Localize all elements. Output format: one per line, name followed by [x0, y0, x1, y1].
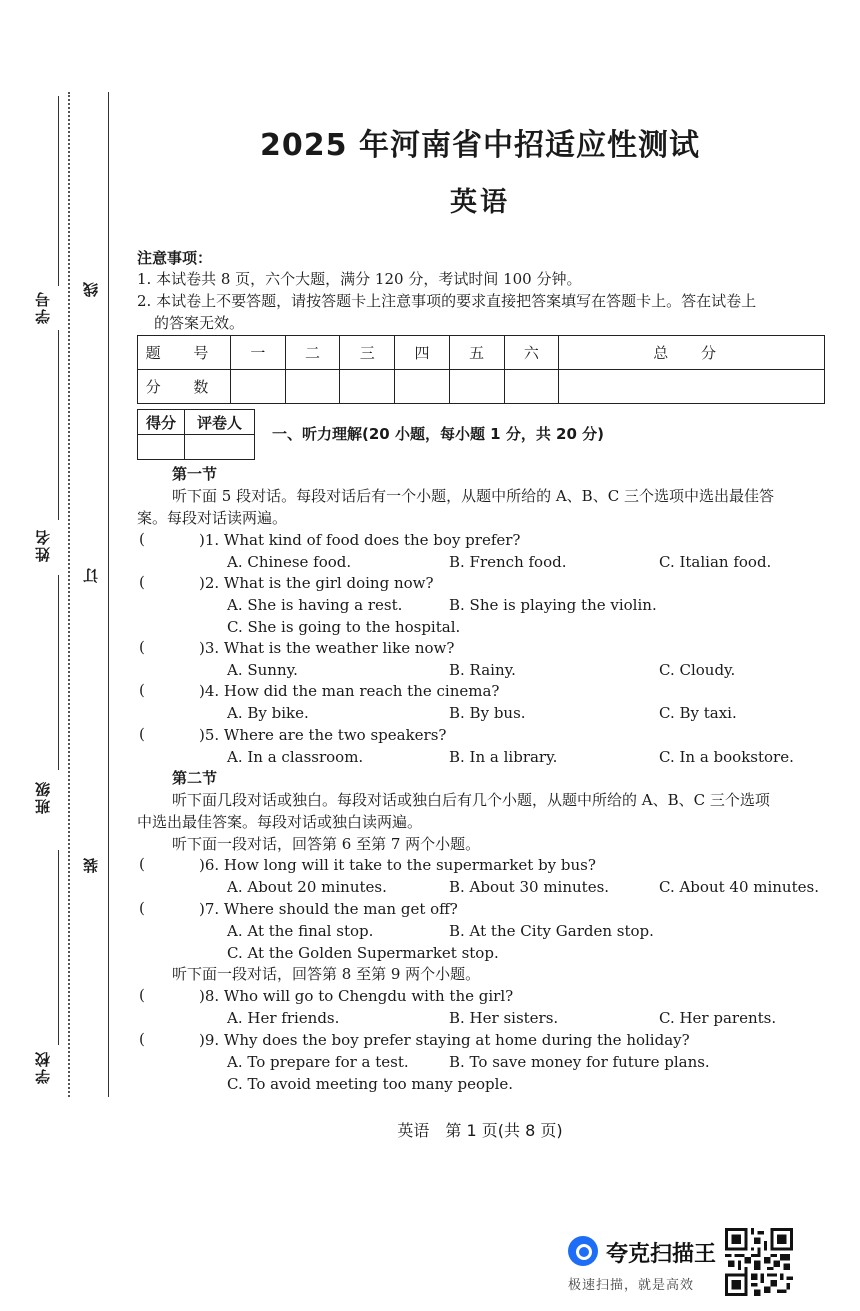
part2-title: 第二节 — [172, 769, 218, 787]
q6-option-c: C. About 40 minutes. — [659, 878, 819, 896]
score-table-score-row — [138, 370, 825, 404]
question-5: )5. Where are the two speakers? — [199, 726, 447, 744]
score-input-cell — [559, 370, 825, 404]
question-2: )2. What is the girl doing now? — [199, 574, 434, 592]
brand-name: 夸克扫描王 — [606, 1242, 717, 1267]
class-line — [58, 575, 59, 770]
exam-title: 2025 年河南省中招适应性测试 — [260, 128, 700, 163]
score-input-cell — [449, 370, 504, 404]
page-footer: 英语 第 1 页(共 8 页) — [397, 1121, 563, 1140]
answer-paren: ( — [139, 899, 145, 917]
q4-option-a: A. By bike. — [227, 704, 309, 722]
score-table-cell: 五 — [449, 336, 504, 370]
student-id-label: 学号 — [34, 290, 52, 324]
score-input-cell — [504, 370, 559, 404]
question-4: )4. How did the man reach the cinema? — [199, 682, 500, 700]
notes-heading: 注意事项： — [137, 249, 213, 267]
question-6: )6. How long will it take to the supermarket by bus? — [199, 856, 596, 874]
score-input-cell — [340, 370, 395, 404]
part1-instructions-cont: 案。每段对话读两遍。 — [137, 509, 288, 527]
cut-mark-xian: 线 — [82, 282, 100, 297]
cut-mark-zhuang: 装 — [82, 858, 100, 873]
q3-option-c: C. Cloudy. — [659, 661, 736, 679]
school-label: 学校 — [34, 1050, 52, 1084]
q4-option-b: B. By bus. — [449, 704, 526, 722]
q9-option-a: A. To prepare for a test. — [227, 1053, 409, 1071]
answer-paren: ( — [139, 725, 145, 743]
question-9: )9. Why does the boy prefer staying at home during the holiday? — [199, 1031, 690, 1049]
question-3: )3. What is the weather like now? — [199, 639, 455, 657]
q5-option-a: A. In a classroom. — [227, 748, 364, 766]
notes-item-2: 2. 本试卷上不要答题，请按答题卡上注意事项的要求直接把答案填写在答题卡上。答在试卷上 — [137, 292, 757, 310]
binding-dotted-line — [68, 92, 70, 1097]
answer-paren: ( — [139, 986, 145, 1004]
grader-name-label: 评卷人 — [185, 410, 255, 435]
grader-name-cell — [185, 435, 255, 460]
part2-lead-1: 听下面一段对话，回答第 6 至第 7 两个小题。 — [172, 835, 481, 853]
q1-option-a: A. Chinese food. — [227, 553, 352, 571]
part2-instructions-cont: 中选出最佳答案。每段对话或独白读两遍。 — [137, 813, 423, 831]
question-1: )1. What kind of food does the boy prefer? — [199, 531, 521, 549]
q5-option-b: B. In a library. — [449, 748, 558, 766]
part2-lead-2: 听下面一段对话，回答第 8 至第 9 两个小题。 — [172, 965, 481, 983]
score-table-cell: 三 — [340, 336, 395, 370]
score-table-cell: 一 — [231, 336, 286, 370]
score-table-cell: 四 — [395, 336, 450, 370]
brand-slogan: 极速扫描，就是高效 — [568, 1278, 695, 1293]
answer-paren: ( — [139, 681, 145, 699]
q3-option-a: A. Sunny. — [227, 661, 298, 679]
binding-solid-line — [108, 92, 109, 1097]
score-table-header-row — [138, 336, 825, 370]
q9-option-c: C. To avoid meeting too many people. — [227, 1075, 514, 1093]
answer-paren: ( — [139, 638, 145, 656]
question-7: )7. Where should the man get off? — [199, 900, 458, 918]
score-table-cell: 二 — [285, 336, 340, 370]
answer-paren: ( — [139, 855, 145, 873]
section-heading: 一、听力理解(20 小题，每小题 1 分，共 20 分) — [272, 425, 605, 443]
notes-item-2-cont: 的答案无效。 — [154, 314, 245, 332]
q9-option-b: B. To save money for future plans. — [449, 1053, 710, 1071]
answer-paren: ( — [139, 573, 145, 591]
question-8: )8. Who will go to Chengdu with the girl? — [199, 987, 514, 1005]
qr-code-icon — [725, 1228, 793, 1296]
q6-option-b: B. About 30 minutes. — [449, 878, 610, 896]
q2-option-b: B. She is playing the violin. — [449, 596, 657, 614]
score-input-cell — [395, 370, 450, 404]
cut-mark-ding: 订 — [82, 568, 100, 583]
q2-option-a: A. She is having a rest. — [227, 596, 403, 614]
q7-option-a: A. At the final stop. — [227, 922, 374, 940]
school-line — [58, 850, 59, 1045]
q8-option-a: A. Her friends. — [227, 1009, 340, 1027]
q4-option-c: C. By taxi. — [659, 704, 737, 722]
q7-option-b: B. At the City Garden stop. — [449, 922, 654, 940]
q2-option-c: C. She is going to the hospital. — [227, 618, 461, 636]
notes-item-1: 1. 本试卷共 8 页，六个大题，满分 120 分，考试时间 100 分钟。 — [137, 270, 582, 288]
quark-logo-icon — [568, 1236, 598, 1266]
answer-paren: ( — [139, 1030, 145, 1048]
name-line — [58, 330, 59, 520]
score-input-cell — [231, 370, 286, 404]
score-table-cell: 题 号 — [138, 336, 231, 370]
score-table-cell: 六 — [504, 336, 559, 370]
part1-instructions: 听下面 5 段对话。每段对话后有一个小题，从题中所给的 A、B、C 三个选项中选出最佳答 — [172, 487, 774, 505]
name-label: 姓名 — [34, 528, 52, 562]
q8-option-b: B. Her sisters. — [449, 1009, 559, 1027]
exam-subject: 英语 — [450, 187, 510, 218]
q8-option-c: C. Her parents. — [659, 1009, 777, 1027]
class-label: 班级 — [34, 780, 52, 814]
q1-option-c: C. Italian food. — [659, 553, 772, 571]
q1-option-b: B. French food. — [449, 553, 567, 571]
grader-box — [137, 409, 255, 460]
part1-title: 第一节 — [172, 465, 218, 483]
score-table — [137, 335, 825, 404]
answer-paren: ( — [139, 530, 145, 548]
q7-option-c: C. At the Golden Supermarket stop. — [227, 944, 499, 962]
score-table-cell: 总 分 — [559, 336, 825, 370]
q3-option-b: B. Rainy. — [449, 661, 516, 679]
score-table-cell: 分 数 — [138, 370, 231, 404]
score-input-cell — [285, 370, 340, 404]
grader-score-cell — [138, 435, 185, 460]
q5-option-c: C. In a bookstore. — [659, 748, 794, 766]
part2-instructions: 听下面几段对话或独白。每段对话或独白后有几个小题，从题中所给的 A、B、C 三个选项 — [172, 791, 770, 809]
grader-score-label: 得分 — [138, 410, 185, 435]
q6-option-a: A. About 20 minutes. — [227, 878, 387, 896]
